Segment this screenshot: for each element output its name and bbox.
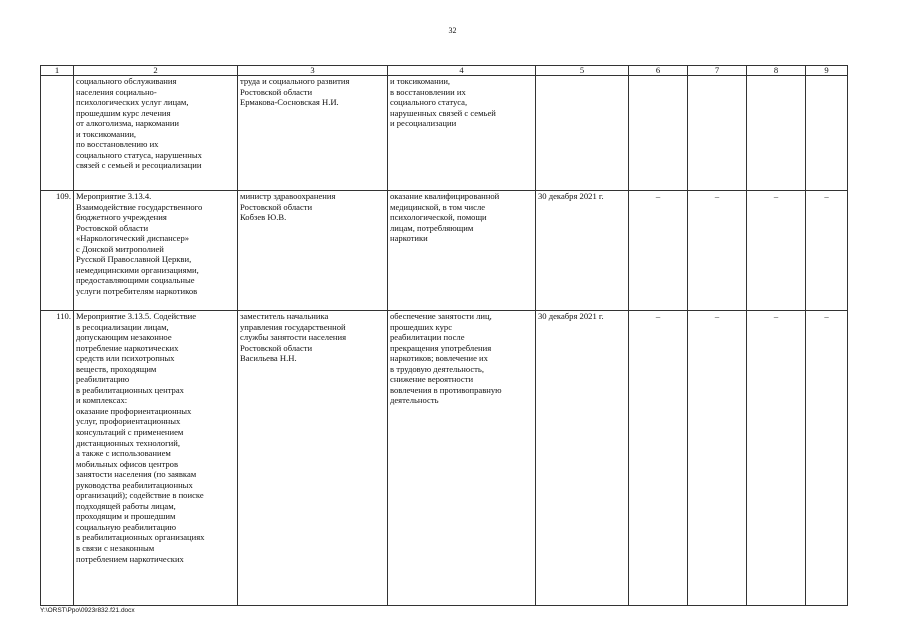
col8-cell: –	[747, 191, 806, 311]
responsible-cell: министр здравоохранения Ростовской области Кобзев Ю.В.	[238, 191, 388, 311]
row-number	[41, 76, 74, 191]
deadline-cell: 30 декабря 2021 г.	[536, 311, 629, 606]
col8-cell	[747, 76, 806, 191]
col-header-1: 1	[41, 66, 74, 76]
col7-cell: –	[688, 311, 747, 606]
responsible-cell: заместитель начальника управления государственной службы занятости населения Ростовской области Васильева Н.Н.	[238, 311, 388, 606]
col9-cell	[806, 76, 848, 191]
activity-cell: Мероприятие 3.13.4. Взаимодействие государственного бюджетного учреждения Ростовской области «Наркологический диспансер» с Донской митрополией Русской Православной Церкви, немедицинскими организациями, предоставляющими социальные услуги потребителям наркотиков	[74, 191, 238, 311]
result-cell: обеспечение занятости лиц, прошедших курс реабилитации после прекращения употребления наркотиков; вовлечение их в трудовую деятельность, снижение вероятности вовлечения в противоправную деятельность	[388, 311, 536, 606]
col6-cell: –	[629, 311, 688, 606]
col-header-5: 5	[536, 66, 629, 76]
responsible-cell: труда и социального развития Ростовской области Ермакова-Сосновская Н.И.	[238, 76, 388, 191]
table-row	[41, 311, 848, 606]
deadline-cell: 30 декабря 2021 г.	[536, 191, 629, 311]
col-header-3: 3	[238, 66, 388, 76]
col7-cell	[688, 76, 747, 191]
col-header-8: 8	[747, 66, 806, 76]
col7-cell: –	[688, 191, 747, 311]
col9-cell: –	[806, 311, 848, 606]
col6-cell: –	[629, 191, 688, 311]
result-cell: оказание квалифицированной медицинской, в том числе психологической, помощи лицам, потребляющим наркотики	[388, 191, 536, 311]
header-row	[41, 66, 848, 76]
col-header-4: 4	[388, 66, 536, 76]
activity-cell: Мероприятие 3.13.5. Содействие в ресоциализации лицам, допускающим незаконное потребление наркотических средств или психотропных веществ, проходящим реабилитацию в реабилитационных центрах и комплексах: оказание профориентационных услуг, профориентационных консультаций с применением дистанционных технологий, а также с использованием мобильных офисов центров занятости населения (по заявкам руководства реабилитационных организаций); содействие в поиске подходящей работы лицам, проходящим и прошедшим социальную реабилитацию в реабилитационных организациях в связи с незаконным потреблением наркотических	[74, 311, 238, 606]
table-row	[41, 191, 848, 311]
plan-table	[40, 65, 848, 606]
table-row	[41, 76, 848, 191]
col9-cell: –	[806, 191, 848, 311]
page-number: 32	[448, 26, 457, 35]
activity-cell: социального обслуживания населения социально- психологических услуг лицам, прошедшим курс лечения от алкоголизма, наркомании и токсикомании, по восстановлению их социального статуса, нарушенных связей с семьей и ресоциализации	[74, 76, 238, 191]
col-header-7: 7	[688, 66, 747, 76]
footer-file-path: Y:\ORST\Ppo\0923r832.f21.docx	[40, 607, 135, 614]
row-number: 109.	[41, 191, 74, 311]
col-header-9: 9	[806, 66, 848, 76]
row-number: 110.	[41, 311, 74, 606]
deadline-cell	[536, 76, 629, 191]
col-header-2: 2	[74, 66, 238, 76]
result-cell: и токсикомании, в восстановлении их социального статуса, нарушенных связей с семьей и ресоциализации	[388, 76, 536, 191]
col6-cell	[629, 76, 688, 191]
col8-cell: –	[747, 311, 806, 606]
col-header-6: 6	[629, 66, 688, 76]
